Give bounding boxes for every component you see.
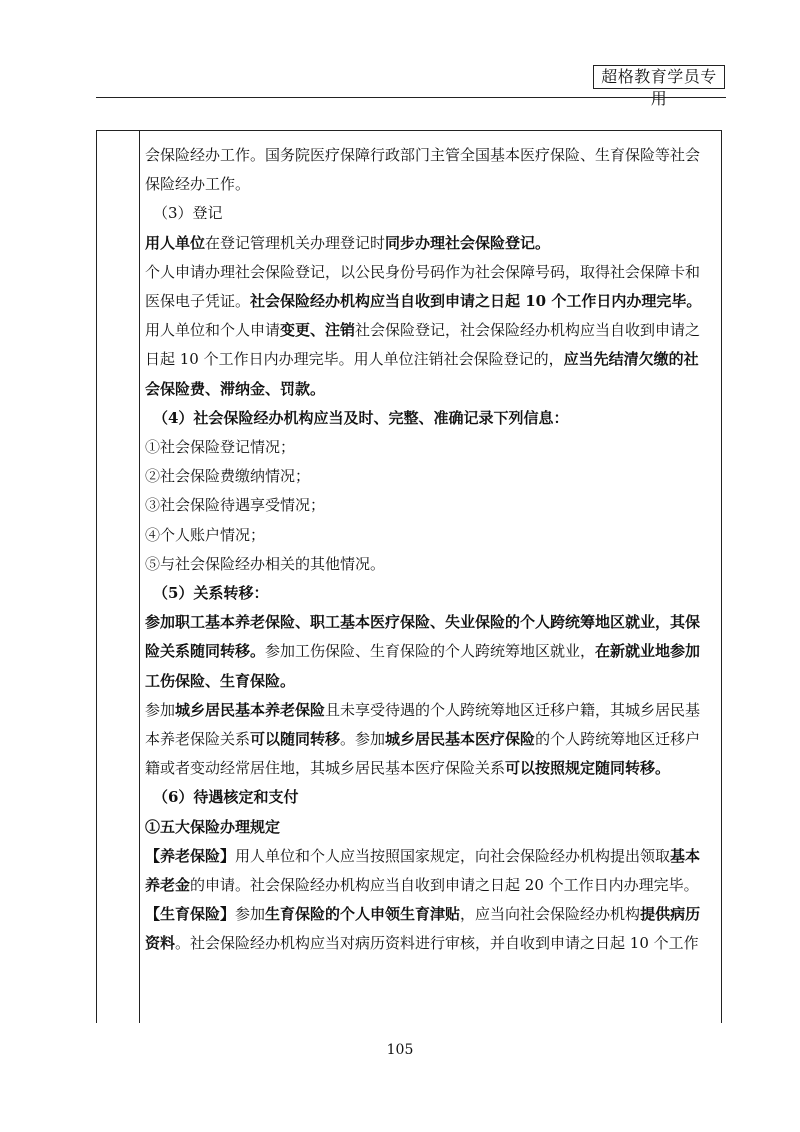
text-line: 保险经办工作。 <box>145 175 251 194</box>
text-line: 资料。社会保险经办机构应当对病历资料进行审核，并自收到申请之日起 10 个工作 <box>145 934 699 953</box>
text-line: 本养老保险关系可以随同转移。参加城乡居民基本医疗保险的个人跨统筹地区迁移户 <box>145 730 701 749</box>
subsection-heading: ①五大保险办理规定 <box>145 817 281 836</box>
section-heading-benefits: （6）待遇核定和支付 <box>153 788 299 807</box>
text-line: 险关系随同转移。参加工伤保险、生育保险的个人跨统筹地区就业，在新就业地参加 <box>145 642 701 661</box>
text-line: 日起 10 个工作日内办理完毕。用人单位注销社会保险登记的，应当先结清欠缴的社 <box>145 350 699 369</box>
text-line: 用人单位和个人申请变更、注销社会保险登记，社会保险经办机构应当自收到申请之 <box>145 321 701 340</box>
text-line: 籍或者变动经常居住地，其城乡居民基本医疗保险关系可以按照规定随同转移。 <box>145 759 671 778</box>
text-line: 医保电子凭证。社会保险经办机构应当自收到申请之日起 10 个工作日内办理完毕。 <box>145 292 702 311</box>
text-line: 个人申请办理社会保险登记，以公民身份号码作为社会保障号码，取得社会保障卡和 <box>145 262 701 281</box>
table-content-cell <box>145 131 715 959</box>
restricted-use-badge: 超格教育学员专用 <box>593 65 725 89</box>
section-heading-records: （4）社会保险经办机构应当及时、完整、准确记录下列信息： <box>153 408 569 427</box>
section-heading-transfer: （5）关系转移： <box>153 584 269 603</box>
text-line: 工伤保险、生育保险。 <box>145 671 296 690</box>
section-heading-registration: （3）登记 <box>153 204 223 223</box>
text-line: 会保险经办工作。国务院医疗保障行政部门主管全国基本医疗保险、生育保险等社会 <box>145 146 701 164</box>
list-item: ②社会保险费缴纳情况； <box>145 467 311 486</box>
list-item: ③社会保险待遇享受情况； <box>145 496 326 515</box>
text-line: 【养老保险】用人单位和个人应当按照国家规定，向社会保险经办机构提出领取基本 <box>145 846 701 865</box>
header-rule <box>96 97 726 98</box>
text-line: 【生育保险】参加生育保险的个人申领生育津贴，应当向社会保险经办机构提供病历 <box>145 905 701 924</box>
text-line: 参加职工基本养老保险、职工基本医疗保险、失业保险的个人跨统筹地区就业，其保 <box>145 613 701 632</box>
list-item: ④个人账户情况； <box>145 525 266 544</box>
table-left-column <box>97 131 140 1023</box>
text-line: 会保险费、滞纳金、罚款。 <box>145 379 326 398</box>
page-number: 105 <box>386 1042 414 1058</box>
text-line: 养老金的申请。社会保险经办机构应当自收到申请之日起 20 个工作日内办理完毕。 <box>145 876 699 895</box>
text-line: 参加城乡居民基本养老保险且未享受待遇的个人跨统筹地区迁移户籍，其城乡居民基 <box>145 700 701 719</box>
text-line: 用人单位在登记管理机关办理登记时同步办理社会保险登记。 <box>145 233 551 252</box>
list-item: ⑤与社会保险经办相关的其他情况。 <box>145 554 386 573</box>
content-table <box>96 130 722 1023</box>
list-item: ①社会保险登记情况； <box>145 438 296 457</box>
